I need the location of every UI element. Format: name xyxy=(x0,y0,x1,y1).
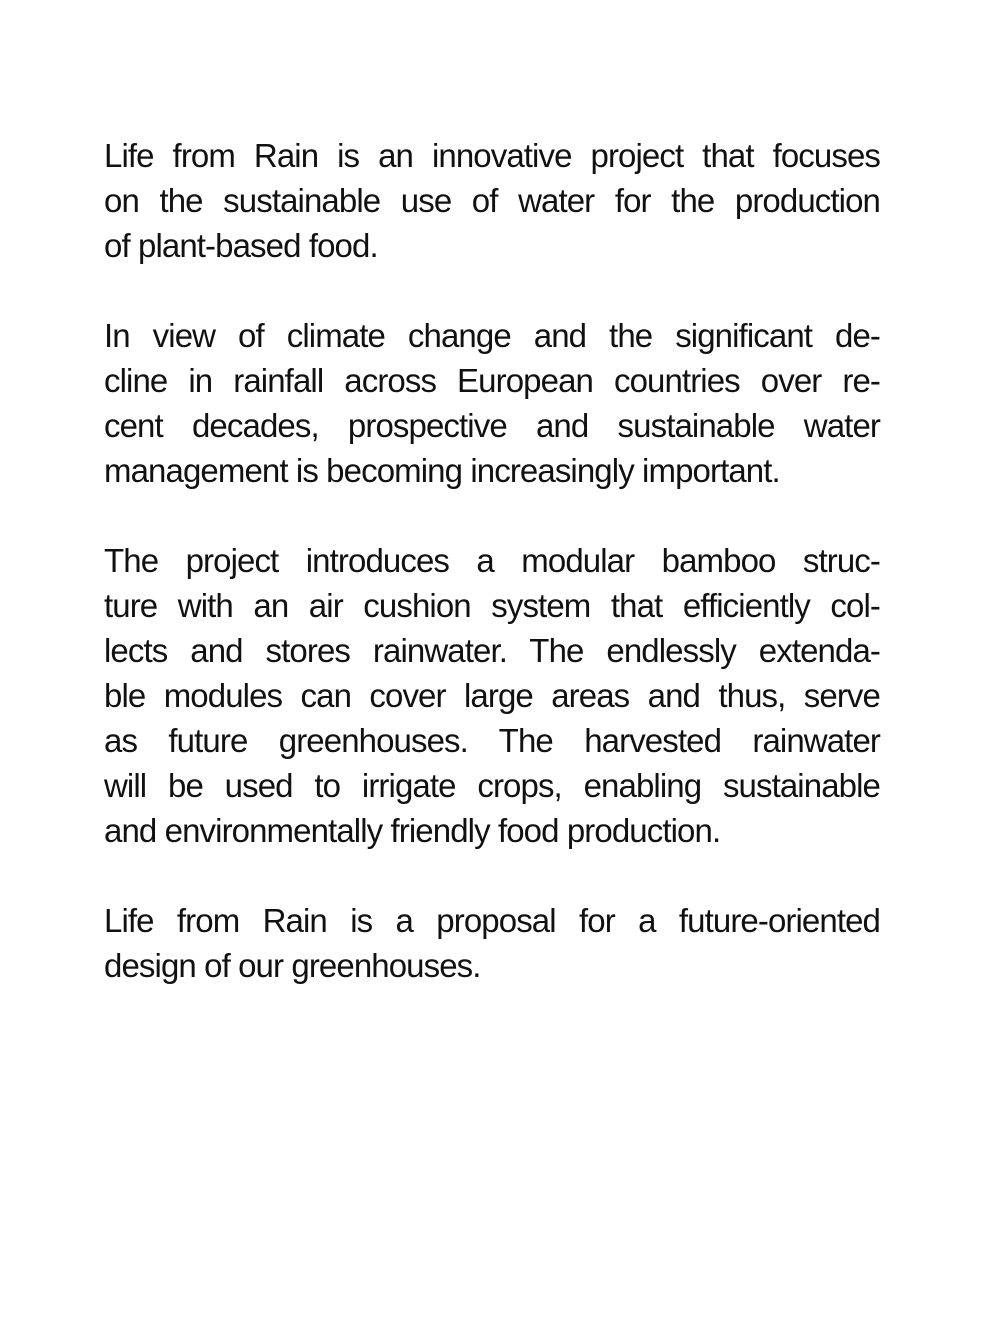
text-line: ture with an air cushion system that efficiently col- xyxy=(104,587,880,624)
paragraph-intro xyxy=(104,133,880,268)
paragraph-project xyxy=(104,538,880,853)
paragraph-conclusion xyxy=(104,898,880,988)
text-line: will be used to irrigate crops, enabling sustainable xyxy=(104,767,880,804)
text-line: ble modules can cover large areas and thus, serve xyxy=(104,677,880,714)
text-line: of plant-based food. xyxy=(104,227,378,264)
text-line: The project introduces a modular bamboo struc- xyxy=(104,542,880,579)
text-line: In view of climate change and the significant de- xyxy=(104,317,880,354)
text-line: design of our greenhouses. xyxy=(104,947,481,984)
text-line: and environmentally friendly food production. xyxy=(104,812,721,849)
text-line: Life from Rain is a proposal for a future-oriented xyxy=(104,902,880,939)
text-line: as future greenhouses. The harvested rainwater xyxy=(104,722,880,759)
paragraph-climate xyxy=(104,313,880,493)
text-line: cline in rainfall across European countries over re- xyxy=(104,362,880,399)
body-text xyxy=(104,133,880,1033)
text-line: lects and stores rainwater. The endlessly extenda- xyxy=(104,632,880,669)
text-line: cent decades, prospective and sustainable water xyxy=(104,407,880,444)
text-line: management is becoming increasingly important. xyxy=(104,452,780,489)
text-line: on the sustainable use of water for the production xyxy=(104,182,880,219)
text-line: Life from Rain is an innovative project that focuses xyxy=(104,137,880,174)
